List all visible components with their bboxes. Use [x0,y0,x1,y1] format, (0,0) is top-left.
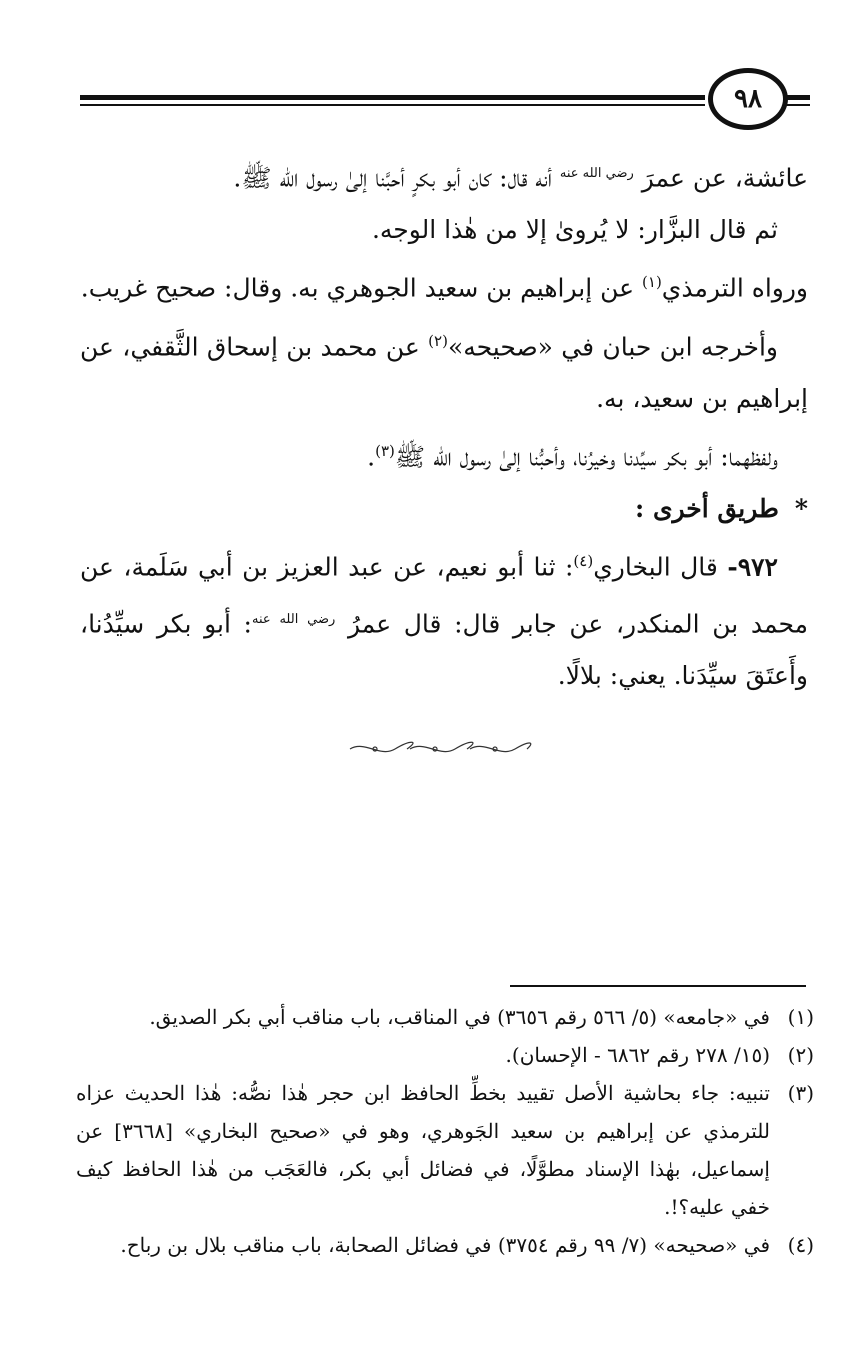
paragraph-3 [80,256,808,314]
footnote-ref-4[interactable]: (٤) [573,552,594,571]
text-segment: وأخرجه ابن حبان في «صحيحه» [447,331,778,361]
paragraph-2 [80,204,808,256]
footnote-number: (٤) [787,1233,814,1257]
footnote-ref-1[interactable]: (١) [642,273,662,292]
salla-symbol: ﷺ [241,163,272,193]
footnote-item [76,1074,814,1226]
footnote-ref-2[interactable]: (٢) [428,331,448,350]
paragraph-5 [80,425,808,483]
header-rule-thick [80,95,705,100]
honorific-symbol: رضي الله عنه [559,166,634,181]
text-segment: قال البخاري [593,552,718,582]
text-segment: عن إبراهيم بن سعيد الجوهري به. وقال: صحيح غريب. [80,273,635,303]
footnotes [76,998,814,1264]
footnote-text: (١٥/ ٢٧٨ رقم ٦٨٦٢ - الإحسان). [505,1043,770,1067]
paragraph-1: عائشة، عن عمرَ $^{رضي الله عنه}$ أنه قال: كان أبو بكرٍ أحبَّنا إلىٰ رسول الله ﷺ. [233,163,808,193]
ornament-divider-icon [345,738,535,760]
hadith-number: ٩٧٢- [727,552,778,582]
text-segment: : ثنا أبو نعيم، عن عبد العزيز بن أبي سَلَمة، عن محمد بن المنكدر، عن جابر قال: قال عمرُ [80,552,808,638]
footnote-number: (٢) [787,1043,814,1067]
footnote-item [76,998,814,1036]
footnote-text: تنبيه: جاء بحاشية الأصل تقييد بخطِّ الحافظ ابن حجر هٰذا نصُّه: هٰذا الحديث عزاه للترمذي عن إبراهيم بن سعيد الجَوهري، وهو في «صحيح البخاري» [٣٦٦٨] عن إسماعيل، بهٰذا الإسناد مطوَّلًا، في فضائل أبي بكر، فالعَجَب من هٰذا الحافظ كيف خفي عليه؟!. [76,1081,770,1219]
footnote-item [76,1226,814,1264]
paragraph-4 [80,315,808,425]
header-rule-thin [80,104,705,106]
text-segment: ثم قال البزَّار: لا يُروىٰ إلا من هٰذا الوجه. [371,215,778,245]
honorific-symbol: رضي الله عنه [251,611,336,627]
text-segment: . [367,442,376,472]
footnote-ref-3[interactable]: (٣) [375,441,395,460]
salla-symbol: ﷺ [394,442,426,472]
text-segment: ورواه الترمذي [661,273,808,303]
text-segment: عن محمد بن إسحاق الثَّقفي، عن إبراهيم بن سعيد، به. [80,331,808,413]
heading-text: طريق أخرى : [635,494,779,524]
footnote-text: في «صحيحه» (٧/ ٩٩ رقم ٣٧٥٤) في فضائل الصحابة، باب مناقب بلال بن رباح. [120,1233,770,1257]
star-icon: * [794,494,808,524]
text-segment: : أبو بكر سيِّدُنا، وأَعتَقَ سيِّدَنا. يعني: بلالًا. [80,608,808,690]
page-header [80,68,810,138]
text-segment: ولفظهما: أبو بكر سيِّدنا وخيرُنا، وأحبُّنا إلىٰ رسول الله [433,442,778,472]
main-text [80,148,808,702]
section-heading [80,483,808,535]
page-number: ٩٨ [708,68,788,130]
text-segment: عائشة، عن عمرَ [641,163,808,193]
footnote-number: (١) [787,1005,814,1029]
footnote-item [76,1036,814,1074]
footnote-separator [510,985,806,987]
footnote-number: (٣) [787,1081,814,1105]
footnote-text: في «جامعه» (٥/ ٥٦٦ رقم ٣٦٥٦) في المناقب، باب مناقب أبي بكر الصديق. [149,1005,770,1029]
text-segment: أنه قال: كان أبو بكرٍ أحبَّنا إلىٰ رسول الله [279,163,552,193]
paragraph-6 [80,535,808,702]
